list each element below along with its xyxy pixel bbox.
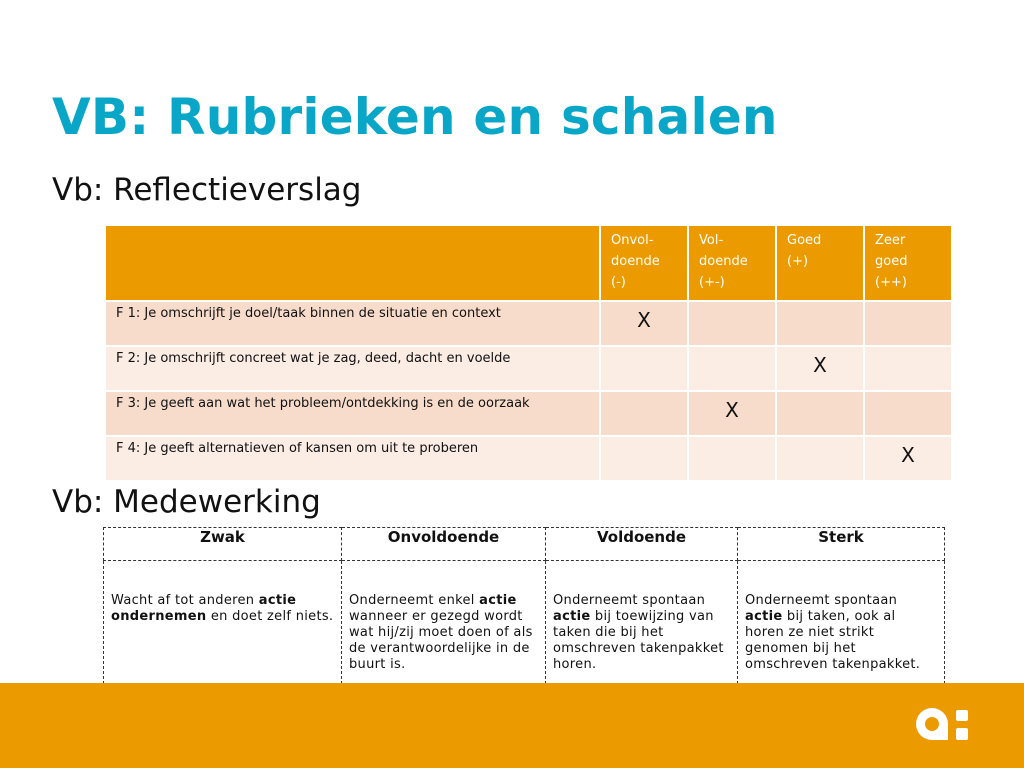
collab-header-row <box>104 528 945 561</box>
cell-keyword: actie <box>745 609 783 624</box>
rubric-table <box>104 224 953 482</box>
footer-bar <box>0 683 1024 768</box>
rubric-mark <box>776 301 864 346</box>
collab-header-onvoldoende: Onvoldoende <box>342 528 546 561</box>
rubric-mark <box>688 301 776 346</box>
rubric-header-criterion <box>105 225 600 301</box>
rubric-header-voldoende: Vol- doende (+-) <box>688 225 776 301</box>
rubric-criterion: F 3: Je geeft aan wat het probleem/ontdekking is en de oorzaak <box>105 391 600 436</box>
cell-text: wanneer er gezegd wordt wat hij/zij moet doen of als de verantwoordelijke in de buurt is. <box>349 609 533 672</box>
collab-header-zwak: Zwak <box>104 528 342 561</box>
rubric-mark <box>776 391 864 436</box>
cell-keyword: actie <box>553 609 591 624</box>
cell-text: en doet zelf niets. <box>206 609 334 624</box>
rubric-mark <box>600 391 688 436</box>
logo-a-colon-icon <box>914 706 970 742</box>
rubric-mark <box>688 346 776 391</box>
collab-header-sterk: Sterk <box>738 528 945 561</box>
rubric-mark <box>864 391 952 436</box>
cell-text: bij taken, ook al horen ze niet strikt genomen bij het omschreven takenpakket. <box>745 609 921 672</box>
rubric-row <box>105 301 952 346</box>
slide-title: VB: Rubrieken en schalen <box>52 88 778 146</box>
collab-header-voldoende: Voldoende <box>546 528 738 561</box>
rubric-mark <box>600 346 688 391</box>
rubric-row <box>105 436 952 481</box>
rubric-mark: X <box>688 391 776 436</box>
rubric-mark <box>688 436 776 481</box>
cell-text: Onderneemt spontaan <box>745 593 898 608</box>
rubric-mark: X <box>864 436 952 481</box>
subtitle-medewerking: Vb: Medewerking <box>52 484 321 520</box>
rubric-mark <box>776 436 864 481</box>
rubric-mark: X <box>600 301 688 346</box>
rubric-row <box>105 346 952 391</box>
rubric-mark <box>600 436 688 481</box>
rubric-mark: X <box>776 346 864 391</box>
cell-keyword: actie ondernemen <box>111 593 297 624</box>
cell-text: Onderneemt spontaan <box>553 593 706 608</box>
rubric-row <box>105 391 952 436</box>
rubric-header-onvoldoende: Onvol- doende (-) <box>600 225 688 301</box>
subtitle-reflectieverslag: Vb: Reflectieverslag <box>52 172 362 208</box>
rubric-criterion: F 1: Je omschrijft je doel/taak binnen de situatie en context <box>105 301 600 346</box>
rubric-mark <box>864 301 952 346</box>
cell-keyword: actie <box>479 593 517 608</box>
cell-text: Onderneemt enkel <box>349 593 480 608</box>
rubric-header-zeer-goed: Zeer goed (++) <box>864 225 952 301</box>
rubric-header-goed: Goed (+) <box>776 225 864 301</box>
rubric-criterion: F 2: Je omschrijft concreet wat je zag, deed, dacht en voelde <box>105 346 600 391</box>
rubric-header-row <box>105 225 952 301</box>
rubric-mark <box>864 346 952 391</box>
cell-text: bij toewijzing van taken die bij het omschreven takenpakket horen. <box>553 609 724 672</box>
rubric-criterion: F 4: Je geeft alternatieven of kansen om uit te proberen <box>105 436 600 481</box>
cell-text: Wacht af tot anderen <box>111 593 259 608</box>
